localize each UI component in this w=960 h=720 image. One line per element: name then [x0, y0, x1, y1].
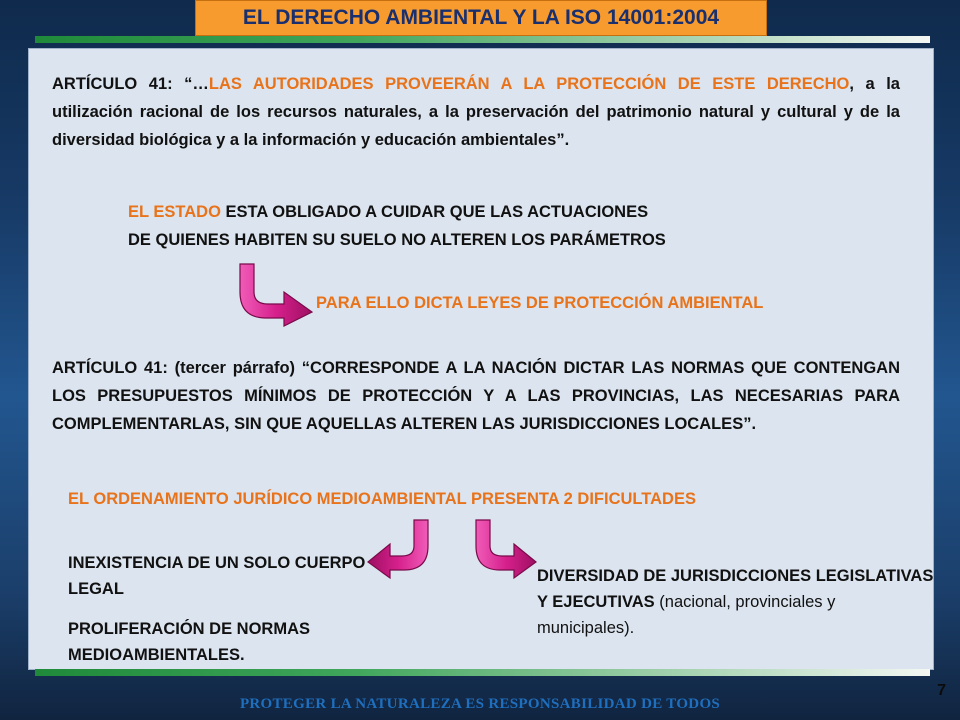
article-41-paragraph — [52, 70, 900, 154]
laws-text: PARA ELLO DICTA LEYES DE PROTECCIÓN AMBIENTAL — [316, 294, 764, 312]
state-highlight: EL ESTADO — [128, 203, 221, 221]
state-line2: DE QUIENES HABITEN SU SUELO NO ALTEREN LOS PARÁMETROS — [128, 231, 666, 249]
article-41-third-paragraph: ARTÍCULO 41: (tercer párrafo) “CORRESPONDE A LA NACIÓN DICTAR LAS NORMAS QUE CONTENGAN LOS PRESUPUESTOS MÍNIMOS DE PROTECCIÓN Y A LAS PROVINCIAS, LAS NECESARIAS PARA COMPLEMENTARLAS, SIN QUE AQUELLAS ALTEREN LAS JURISDICCIONES LOCALES”. — [52, 359, 900, 433]
top-divider — [35, 36, 930, 43]
bottom-divider — [35, 669, 930, 676]
curved-arrow-right-icon — [472, 518, 538, 580]
state-line1-rest: ESTA OBLIGADO A CUIDAR QUE LAS ACTUACIONES — [220, 203, 649, 221]
page-number: 7 — [937, 682, 946, 699]
curved-arrow-right-icon — [236, 262, 316, 328]
article-41-highlight: LAS AUTORIDADES PROVEERÁN A LA PROTECCIÓN DE ESTE DERECHO — [208, 75, 850, 93]
curved-arrow-left-icon — [366, 518, 432, 580]
article-41-prefix: ARTÍCULO 41: “… — [52, 75, 209, 93]
difficulty-left-item-2: PROLIFERACIÓN DE NORMAS MEDIOAMBIENTALES. — [68, 620, 311, 664]
difficulty-left-item-1: INEXISTENCIA DE UN SOLO CUERPO LEGAL — [68, 554, 366, 598]
difficulty-right-normal: (nacional, provinciales y municipales). — [537, 593, 836, 637]
article-41-rest: , a la utilización racional de los recursos naturales, a la preservación del patrimonio natural y cultural y de la diversidad biológica y a la información y educación ambientales”. — [52, 75, 900, 149]
difficulties-heading: EL ORDENAMIENTO JURÍDICO MEDIOAMBIENTAL PRESENTA 2 DIFICULTADES — [68, 490, 696, 508]
slide-title: EL DERECHO AMBIENTAL Y LA ISO 14001:2004 — [195, 0, 767, 36]
footer-slogan: PROTEGER LA NATURALEZA ES RESPONSABILIDAD DE TODOS — [239, 696, 721, 712]
difficulty-right-bold: DIVERSIDAD DE JURISDICCIONES LEGISLATIVAS Y EJECUTIVAS — [537, 567, 934, 611]
difficulty-right-item — [537, 563, 937, 641]
state-obligation-text — [128, 198, 832, 254]
